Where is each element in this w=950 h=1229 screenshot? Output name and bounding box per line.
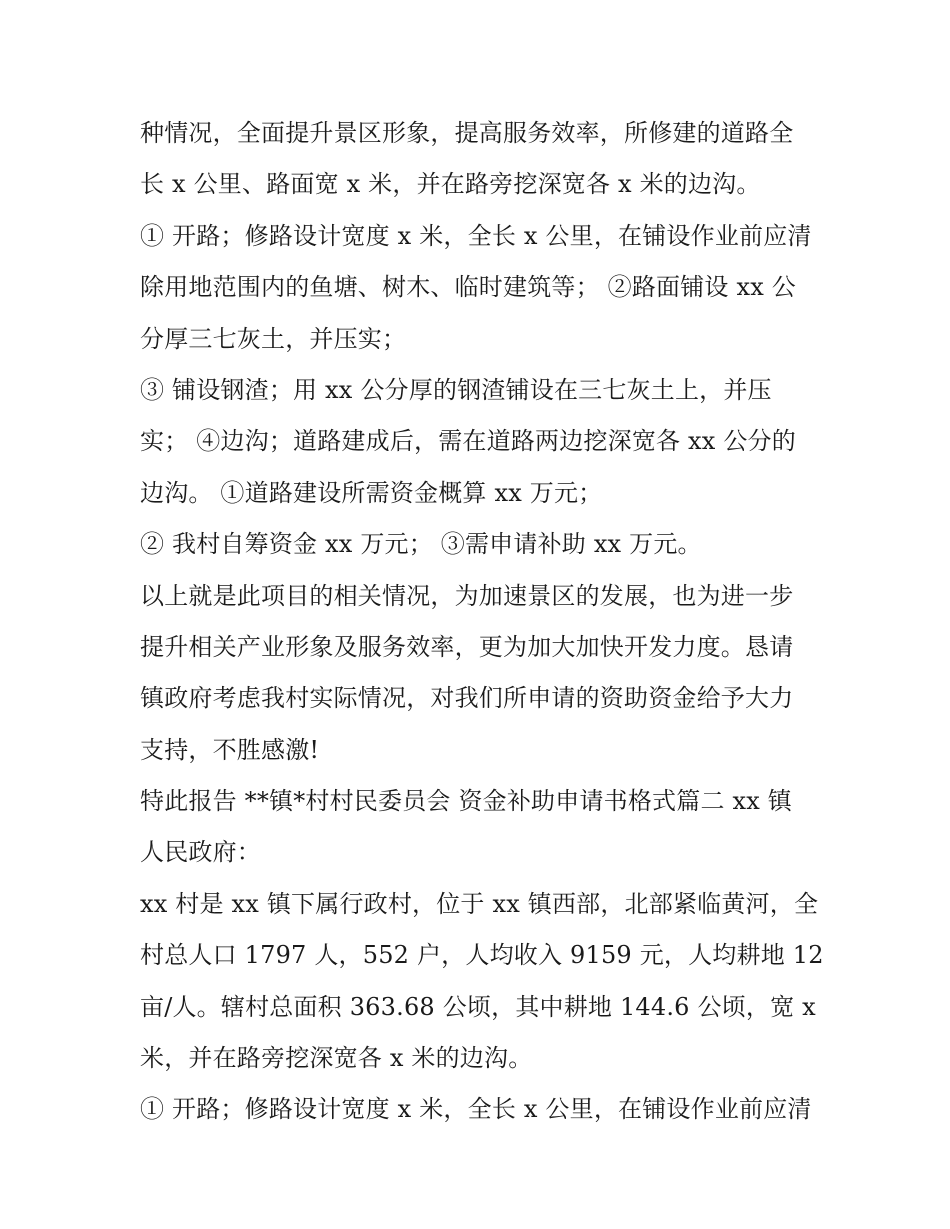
text-line-4: 除用地范围内的鱼塘、树木、临时建筑等； ②路面铺设 xx 公 bbox=[140, 273, 796, 302]
text-line-13: 支持，不胜感激! bbox=[140, 735, 320, 764]
text-line-18: 亩/人。辖村总面积 363.68 公顷，其中耕地 144.6 公顷，宽 x bbox=[140, 992, 816, 1021]
text-line-10: 以上就是此项目的相关情况，为加速景区的发展，也为进一步 bbox=[140, 581, 794, 610]
text-line-16: xx 村是 xx 镇下属行政村，位于 xx 镇西部，北部紧临黄河，全 bbox=[140, 889, 819, 918]
text-line-17: 村总人口 1797 人，552 户，人均收入 9159 元，人均耕地 12 bbox=[140, 941, 824, 970]
text-line-11: 提升相关产业形象及服务效率，更为加大加快开发力度。恳请 bbox=[140, 632, 794, 661]
text-line-5: 分厚三七灰土，并压实； bbox=[140, 324, 407, 353]
text-line-15: 人民政府： bbox=[140, 838, 261, 867]
text-line-6: ③ 铺设钢渣；用 xx 公分厚的钢渣铺设在三七灰土上，并压 bbox=[140, 375, 772, 404]
text-line-12: 镇政府考虑我村实际情况，对我们所申请的资助资金给予大力 bbox=[140, 684, 794, 713]
text-line-9: ② 我村自筹资金 xx 万元； ③需申请补助 xx 万元。 bbox=[140, 530, 702, 559]
text-line-19: 米，并在路旁挖深宽各 x 米的边沟。 bbox=[140, 1044, 533, 1073]
text-line-14: 特此报告 **镇*村村民委员会 资金补助申请书格式篇二 xx 镇 bbox=[140, 787, 792, 816]
text-line-1: 种情况，全面提升景区形象，提高服务效率，所修建的道路全 bbox=[140, 119, 794, 147]
text-line-20: ① 开路；修路设计宽度 x 米，全长 x 公里，在铺设作业前应清 bbox=[140, 1095, 812, 1124]
text-line-7: 实； ④边沟；道路建成后，需在道路两边挖深宽各 xx 公分的 bbox=[140, 427, 796, 456]
text-line-2: 长 x 公里、路面宽 x 米，并在路旁挖深宽各 x 米的边沟。 bbox=[140, 170, 761, 199]
document-body bbox=[140, 108, 824, 1136]
text-line-8: 边沟。 ①道路建设所需资金概算 xx 万元； bbox=[140, 478, 603, 507]
text-line-3: ① 开路；修路设计宽度 x 米，全长 x 公里，在铺设作业前应清 bbox=[140, 221, 812, 250]
